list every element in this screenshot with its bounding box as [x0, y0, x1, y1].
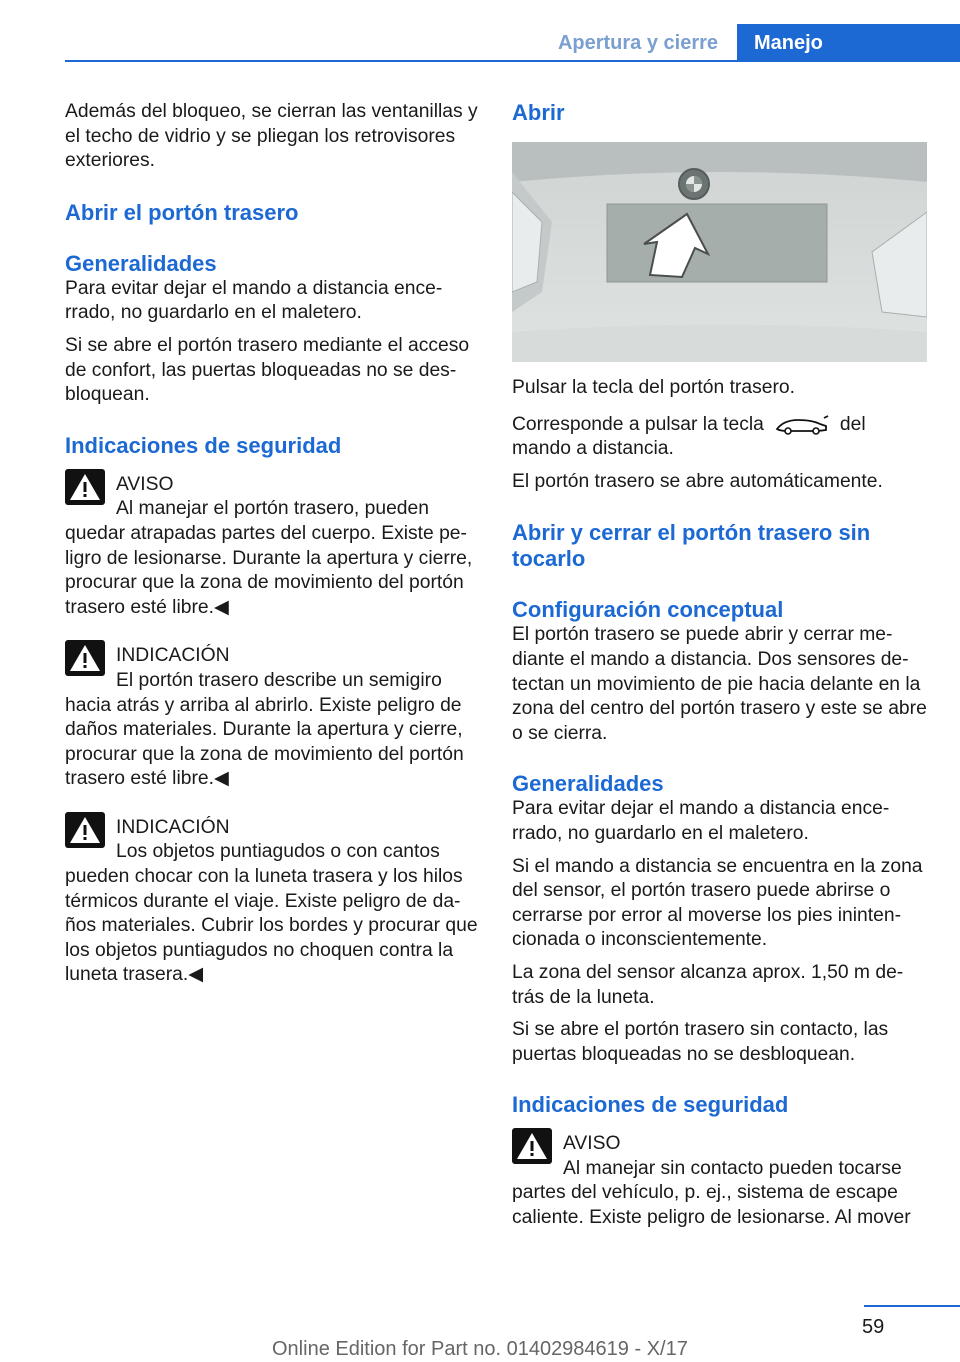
warning-title: INDICACIÓN [116, 816, 230, 838]
page-number: 59 [862, 1316, 885, 1338]
general-paragraph-2: Si el mando a distancia se encuentra en la zona del sensor, el portón trasero puede abrirse o cerrarse por error al moverse los pies inintencionada o inconscientemente. [512, 855, 923, 951]
corresponds-text: Corresponde a pulsar la tecla del mando a distancia. [512, 413, 866, 460]
heading-safety: Indicaciones de seguridad [65, 432, 342, 458]
warning-text: El portón trasero describe un semigiro hacia atrás y arriba al abrirlo. Existe peligro de daños materiales. Durante la apertura y cierre, procurar que la zona de movimiento del portón trasero esté libre.◀ [65, 669, 464, 790]
warning-title: AVISO [116, 473, 174, 495]
heading-concept: Configuración conceptual [512, 597, 784, 623]
warning-title: AVISO [563, 1133, 621, 1155]
heading-general: Generalidades [65, 250, 217, 276]
intro-paragraph: Además del bloqueo, se cierran las ventanillas y el techo de vidrio y se pliegan los retrovisores exteriores. [65, 101, 478, 172]
warning-icon [65, 812, 105, 848]
general-paragraph-4: Si se abre el portón trasero sin contacto, las puertas bloqueadas no se desbloquean. [512, 1019, 889, 1065]
warning-block [65, 644, 480, 792]
warning-text: Al manejar el portón trasero, pueden quedar atrapadas partes del cuerpo. Existe peligro de lesionarse. Durante la apertura y cierre, procurar que la zona de movimiento del portón trasero esté libre.◀ [65, 498, 473, 618]
warning-title: INDICACIÓN [116, 645, 230, 667]
footer-rule [864, 1305, 960, 1307]
warning-icon [65, 469, 105, 505]
warning-text: Los objetos puntiagudos o con cantos pueden chocar con la luneta trasera y los hilos térmicos durante el viaje. Existe peligro de daños materiales. Cubrir los bordes y procurar que los objetos puntiagudos no choquen contra la luneta trasera.◀ [65, 841, 478, 986]
tailgate-photo [512, 142, 927, 362]
chapter-tab: Manejo [737, 24, 960, 62]
warning-text: Al manejar sin contacto pueden tocarse partes del vehículo, p. ej., sistema de escape caliente. Existe peligro de lesionarse. Al mover [512, 1157, 911, 1229]
header-rule [65, 60, 960, 62]
edition-footer: Online Edition for Part no. 01402984619 - X/17 [272, 1338, 688, 1360]
tailgate-key-icon [774, 414, 830, 436]
opens-auto-text: El portón trasero se abre automáticamente. [512, 470, 883, 492]
press-button-text: Pulsar la tecla del portón trasero. [512, 377, 795, 398]
right-column [512, 100, 927, 1231]
general-paragraph-2: Si se abre el portón trasero mediante el acceso de confort, las puertas bloqueadas no se desbloquean. [65, 334, 470, 406]
warning-block [512, 1132, 927, 1230]
warning-icon [512, 1128, 552, 1164]
general-paragraph-1: Para evitar dejar el mando a distancia encerrado, no guardarlo en el maletero. [65, 277, 443, 324]
heading-touchless: Abrir y cerrar el portón trasero sin tocarlo [512, 520, 871, 572]
heading-general-right: Generalidades [512, 771, 664, 797]
warning-block [65, 473, 480, 621]
concept-paragraph: El portón trasero se puede abrir y cerrar mediante el mando a distancia. Dos sensores detectan un movimiento de pie hacia delante en la zona del centro del portón trasero y este se abre o se cierra. [512, 624, 927, 744]
heading-open: Abrir [512, 100, 565, 125]
warning-icon [65, 640, 105, 676]
left-column [65, 100, 480, 988]
general-paragraph-1: Para evitar dejar el mando a distancia encerrado, no guardarlo en el maletero. [512, 798, 890, 844]
section-tab: Apertura y cierre [557, 32, 719, 54]
general-paragraph-3: La zona del sensor alcanza aprox. 1,50 m detrás de la luneta. [512, 961, 904, 1008]
warning-block [65, 816, 480, 988]
heading-safety-right: Indicaciones de seguridad [512, 1092, 789, 1118]
heading-open-tailgate: Abrir el portón trasero [65, 199, 299, 225]
